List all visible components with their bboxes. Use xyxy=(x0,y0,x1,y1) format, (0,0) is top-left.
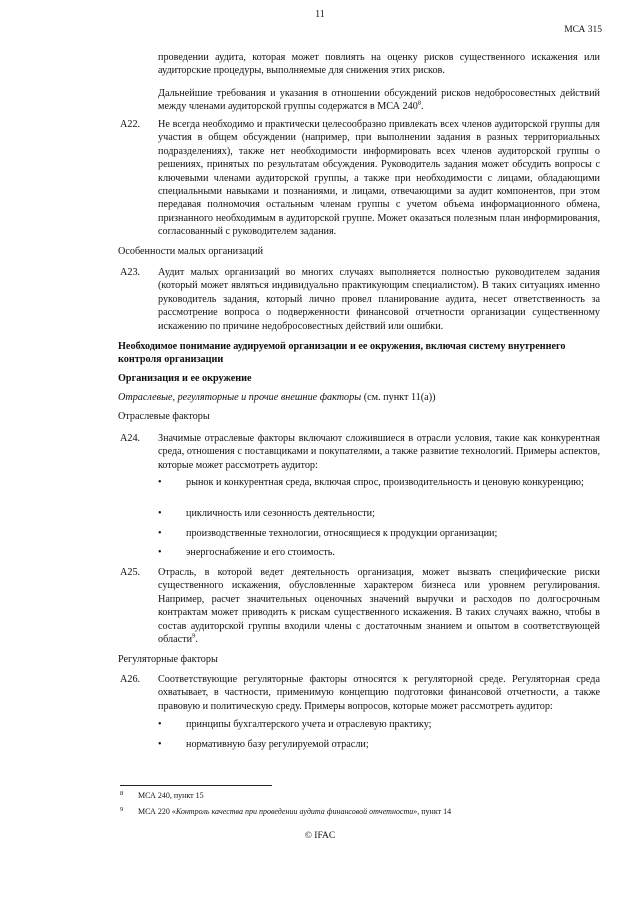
paragraph-text: Аудит малых организаций во многих случаях выполняется полностью руководителем задания (который может являться индивидуально практикующим специалистом). В таких ситуациях именно руководитель задания, который лично провел планирование аудита, несет ответственность за рассмотрение вопроса о подверженности финансовой отчетности организации существенному искажению по причине недобросовестных действий или ошибки. xyxy=(158,267,600,332)
intro-further-paragraph: Дальнейшие требования и указания в отношении обсуждений рисков недобросовестных действий между членами аудиторской группы содержатся в МСА $240^8$. xyxy=(158,88,600,113)
paragraph-a26 xyxy=(120,673,600,717)
italic-heading-text: Отраслевые, регуляторные и прочие внешние факторы xyxy=(118,392,362,403)
paragraph-a23 xyxy=(120,266,600,336)
copyright-footer: © IFAC xyxy=(304,831,336,841)
paragraph-text: Отрасль, в которой ведет деятельность организация, может вызвать специфические риски существенного искажения, обусловленные характером бизнеса или уровнем регулирования. Например, расчет значительных оценочных значений выручки и расходов по долгосрочным контрактам может приводить к рискам существенного искажения. В таких случаях важно, чтобы в состав аудиторской группы входили члены с достаточным знанием и опытом в соответствующей области$^9$. xyxy=(158,567,600,646)
italic-heading xyxy=(118,391,435,404)
intro-further-text: Дальнейшие требования и указания в отношении обсуждений рисков недобросовестных действий между членами аудиторской группы содержатся в МСА 240 xyxy=(158,88,600,113)
footnote-ref-9: 9 xyxy=(192,632,196,640)
regulatory-heading: Регуляторные факторы xyxy=(118,654,218,665)
footnote-mark: 8 xyxy=(120,790,124,797)
bullet-icon: • xyxy=(158,528,162,539)
footnote-ref-8: 8 xyxy=(417,100,422,108)
footnote-divider xyxy=(120,785,272,786)
sub-heading: Организация и ее окружение xyxy=(118,373,252,384)
paragraph-label: A24. xyxy=(120,433,141,444)
document-page: 11 МСА 315 проведении аудита, которая может повлиять на оценку рисков существенного искажения или аудиторские процедуры, выполняемые для снижения этих рисков. Дальнейшие требования и указания в отношении обсуждений рисков недобросовестных действий между членами аудиторской группы содержатся в МСА $240^8$. A22. Не всегда необходимо и практически целесообразно привлекать всех членов аудиторской группы для участия в общем обсуждении (например, при выполнении задания в разных территориальных подразделениях), также нет необходимости информировать всех членов аудиторской группы о решениях, принятых по результатам обсуждения. Руководитель задания может обсудить вопросы с ключевыми членами аудиторской группы, а также при необходимости с лицами, обладающими специальными навыками и познаниями, и лицами, отвечающими за аудит компонентов, при этом передавая полномочия остальным членам группы с учетом объема информационного обмена, признанного необходимым в аудиторской группе. Может оказаться полезным план информирования, согласованный с руководителем задания. Особенности малых организаций A23. Аудит малых организаций во многих случаях выполняется полностью руководителем задания (который может являться индивидуально практикующим специалистом). В таких ситуациях именно руководитель задания, который лично провел планирование аудита, несет ответственность за рассмотрение вопроса о подверженности финансовой отчетности организации существенному искажению по причине недобросовестных действий или ошибки. Необходимое понимание аудируемой организации и ее окружения, включая систему внутреннего контроля организации Организация и ее окружение Отраслевые, регуляторные и прочие внешние факторы (см. пункт 11(a)) Отраслевые факторы A24. Значимые отраслевые факторы включают сложившиеся в отрасли условия, такие как конкурентная среда, отношения с поставщиками и покупателями, а также развитие технологий. Примеры аспектов, которые может рассмотреть аудитор: • рынок и конкурентная среда, включая спрос, производительность и ценовую конкуренцию; • цикличность или сезонность деятельности; • производственные технологии, относящиеся к продукции организации; • энергоснабжение и его стоимость. A25. Отрасль, в которой ведет деятельность организация, может вызвать специфические риски существенного искажения, обусловленные характером бизнеса или уровнем регулирования. Например, расчет значительных оценочных значений выручки и расходов по долгосрочным контрактам может приводить к рискам существенного искажения. В таких случаях важно, чтобы в состав аудиторской группы входили члены с достаточным знанием и опытом в соответствующей области$^9$. Регуляторные факторы A26. Соответствующие регуляторные факторы относятся к регуляторной среде. Регуляторная среда охватывает, в частности, применимую концепцию подготовки финансовой отчетности, а также правовую и политическую среду. Примеры вопросов, которые может рассмотреть аудитор: • принципы бухгалтерского учета и отраслевую практику; • нормативную базу регулируемой отрасли; 8 МСА 240, пункт 15 9 МСА 220 «Контроль качества при проведении аудита финансовой отчетности», пункт 14 © IFAC xyxy=(0,0,640,905)
bullet-icon: • xyxy=(158,739,162,750)
bullet-icon: • xyxy=(158,477,162,488)
bullet-icon: • xyxy=(158,547,162,558)
footnote-mark: 9 xyxy=(120,806,124,813)
footnote-text: МСА 240, пункт 15 xyxy=(138,791,204,800)
paragraph-a24 xyxy=(120,432,600,476)
section-heading: Необходимое понимание аудируемой организации и ее окружения, включая систему внутреннего контроля организации xyxy=(118,341,566,366)
page-number: 11 xyxy=(315,9,325,20)
paragraph-label: A26. xyxy=(120,674,141,685)
footnote-text: МСА 220 «Контроль качества при проведении аудита финансовой отчетности», пункт 14 xyxy=(138,807,452,816)
industry-heading: Отраслевые факторы xyxy=(118,411,210,422)
paragraph-text: Соответствующие регуляторные факторы относятся к регуляторной среде. Регуляторная среда охватывает, в частности, применимую концепцию подготовки финансовой отчетности, а также правовую и политическую среду. Примеры вопросов, которые может рассмотреть аудитор: xyxy=(158,674,600,712)
small-entities-heading: Особенности малых организаций xyxy=(118,246,264,257)
paragraph-text: Не всегда необходимо и практически целесообразно привлекать всех членов аудиторской группы для участия в общем обсуждении (например, при выполнении задания в разных территориальных подразделениях), также нет необходимости информировать всех членов аудиторской группы о решениях, принятых по результатам обсуждения. Руководитель задания может обсудить вопросы с ключевыми членами аудиторской группы, а также при необходимости с лицами, обладающими специальными навыками и познаниями, и лицами, отвечающими за аудит компонентов, при этом передавая полномочия остальным членам группы с учетом объема информационного обмена, признанного необходимым в аудиторской группе. Может оказаться полезным план информирования, согласованный с руководителем задания. xyxy=(158,119,600,238)
bullet-icon: • xyxy=(158,508,162,519)
paragraph-a25 xyxy=(120,566,600,646)
bullet-icon: • xyxy=(158,719,162,730)
paragraph-text: Значимые отраслевые факторы включают сложившиеся в отрасли условия, такие как конкурентная среда, отношения с поставщиками и покупателями, а также развитие технологий. Примеры аспектов, которые может рассмотреть аудитор: xyxy=(158,433,600,471)
list-item: • рынок и конкурентная среда, включая спрос, производительность и ценовую конкуренцию; xyxy=(158,477,584,488)
paragraph-label: A23. xyxy=(120,267,141,278)
paragraph-label: A25. xyxy=(120,567,141,578)
standard-label: МСА 315 xyxy=(564,25,602,35)
paragraph-a22 xyxy=(120,118,600,238)
intro-continuation: проведении аудита, которая может повлиять на оценку рисков существенного искажения или аудиторские процедуры, выполняемые для снижения этих рисков. xyxy=(158,52,600,77)
paragraph-label: A22. xyxy=(120,119,141,130)
italic-heading-ref: (см. пункт 11(a)) xyxy=(361,392,436,403)
